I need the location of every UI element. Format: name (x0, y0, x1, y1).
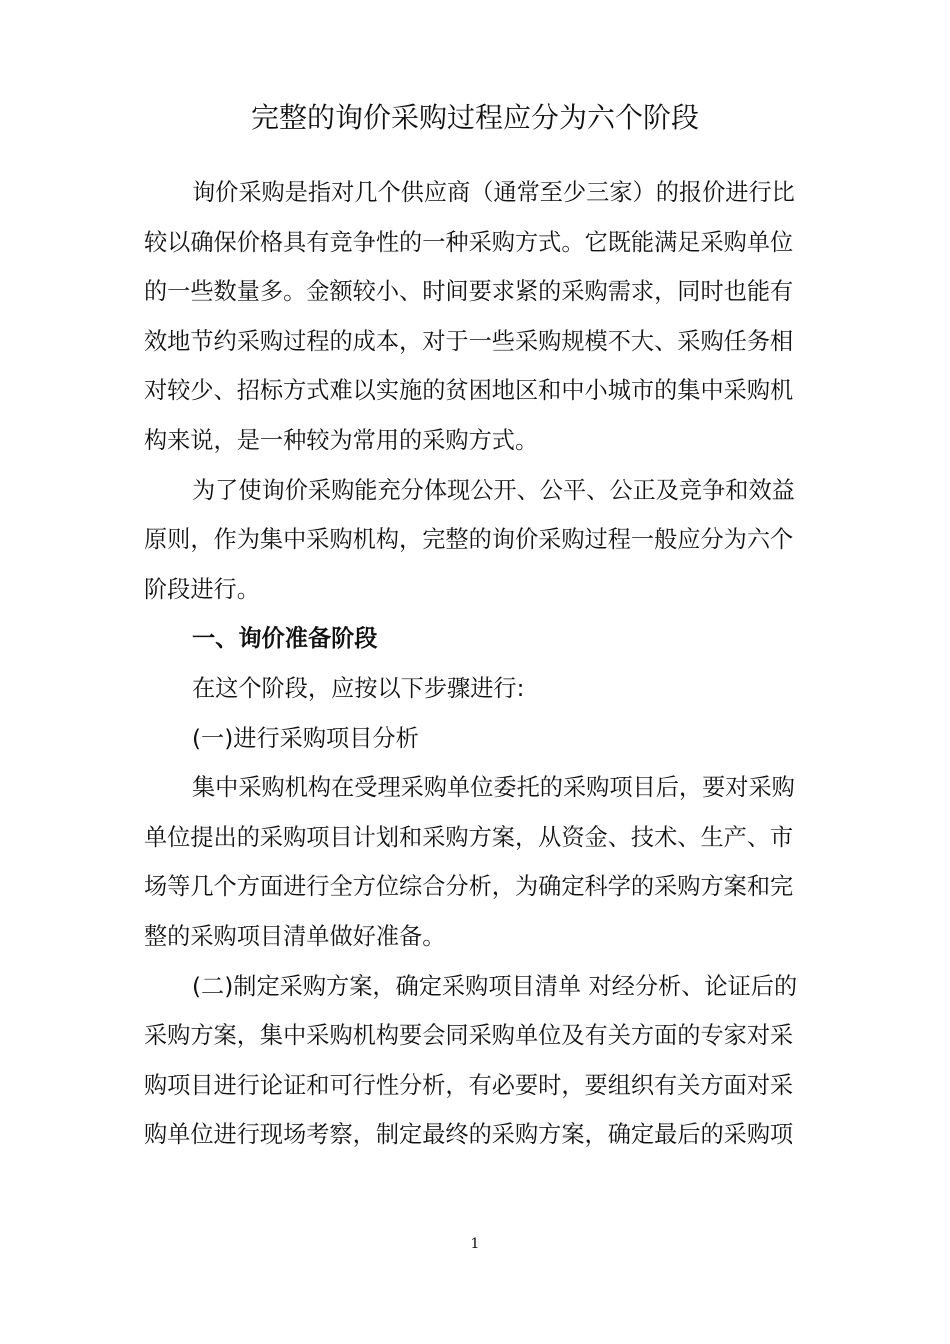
paragraph-line: 购单位进行现场考察，制定最终的采购方案，确定最后的采购项 (144, 1121, 794, 1149)
paragraph-line: 在这个阶段，应按以下步骤进行: (192, 674, 525, 702)
paragraph-line: 原则，作为集中采购机构，完整的询价采购过程一般应分为六个 (144, 526, 794, 554)
paragraph-line: 的一些数量多。金额较小、时间要求紧的采购需求，同时也能有 (144, 278, 794, 306)
page-number: 1 (470, 1236, 480, 1252)
page-title: 完整的询价采购过程应分为六个阶段 (250, 101, 699, 134)
paragraph-line: 询价采购是指对几个供应商（通常至少三家）的报价进行比 (192, 179, 795, 206)
paragraph-line: 整的采购项目清单做好准备。 (144, 922, 446, 950)
paragraph-line: 对较少、招标方式难以实施的贫困地区和中小城市的集中采购机 (144, 377, 794, 405)
subsection-heading: (一)进行采购项目分析 (192, 724, 419, 752)
paragraph-line: 采购方案，集中采购机构要会同采购单位及有关方面的专家对采 (144, 1022, 794, 1050)
paragraph-line: 集中采购机构在受理采购单位委托的采购项目后，要对采购 (192, 774, 795, 802)
paragraph-line: 单位提出的采购项目计划和采购方案，从资金、技术、生产、市 (144, 823, 794, 851)
paragraph-line: (二)制定采购方案，确定采购项目清单 对经分析、论证后的 (192, 972, 798, 1000)
document-body (144, 168, 816, 1160)
paragraph-line: 场等几个方面进行全方位综合分析，为确定科学的采购方案和完 (144, 873, 794, 901)
paragraph-line: 购项目进行论证和可行性分析，有必要时，要组织有关方面对采 (144, 1071, 794, 1099)
paragraph-line: 构来说，是一种较为常用的采购方式。 (144, 426, 539, 454)
section-heading: 一、询价准备阶段 (192, 625, 378, 653)
paragraph-line: 效地节约采购过程的成本，对于一些采购规模不大、采购任务相 (144, 327, 794, 355)
paragraph-line: 为了使询价采购能充分体现公开、公平、公正及竞争和效益 (192, 476, 795, 504)
paragraph-line: 较以确保价格具有竞争性的一种采购方式。它既能满足采购单位 (144, 228, 794, 256)
paragraph-line: 阶段进行。 (144, 575, 260, 603)
